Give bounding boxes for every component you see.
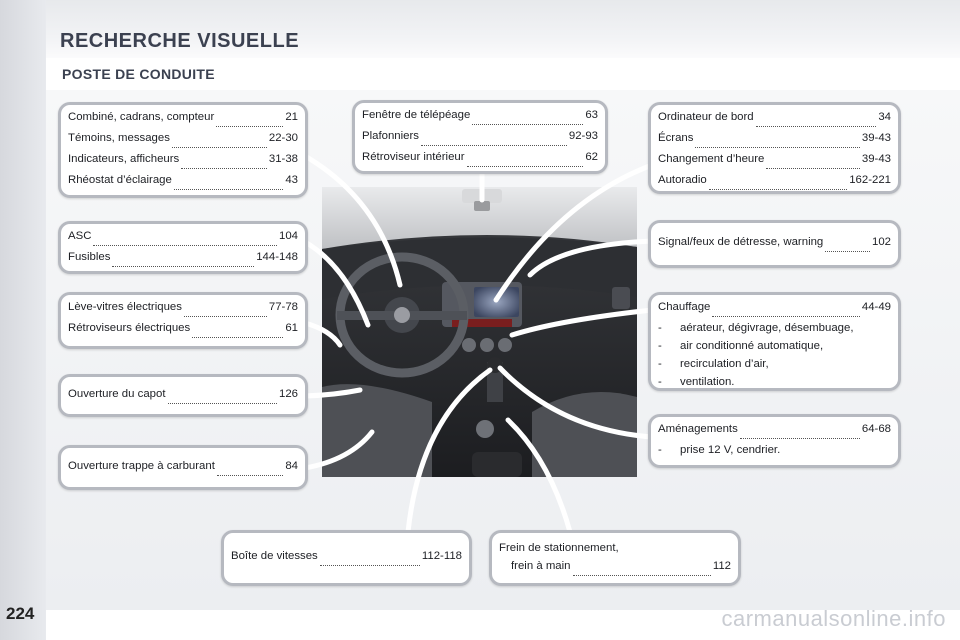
sub-item: - aérateur, dégivrage, désembuage,: [658, 322, 891, 340]
sub-item-text: air conditionné automatique,: [680, 340, 824, 352]
callout-frein: [489, 530, 741, 586]
callout-row: [658, 132, 891, 153]
leader-dots: [712, 315, 860, 317]
page-number: 224: [6, 604, 35, 623]
callout-row: [658, 423, 891, 444]
leader-dots: [766, 167, 859, 169]
callout-row: [68, 460, 298, 481]
callout-label: Écrans: [658, 132, 694, 144]
page-ref: 39-43: [861, 153, 891, 165]
callout-label: Fenêtre de télépéage: [362, 109, 471, 121]
page-ref: 162-221: [849, 174, 891, 186]
callout-label: Signal/feux de détresse, warning: [658, 236, 824, 248]
page-ref: 126: [278, 388, 298, 400]
callout-row: [231, 550, 462, 571]
sub-item-text: recirculation d’air,: [680, 358, 769, 370]
leader-line-asc: [305, 242, 368, 325]
callout-row: [68, 388, 298, 409]
callout-label: Boîte de vitesses: [231, 550, 318, 562]
callout-label: Rhéostat d’éclairage: [68, 174, 172, 186]
callout-label: Rétroviseurs électriques: [68, 322, 191, 334]
page-ref: 112-118: [421, 550, 462, 562]
callout-label: Ouverture trappe à carburant: [68, 460, 215, 472]
callout-label: Aménagements: [658, 423, 738, 435]
sub-item-text: ventilation.: [680, 376, 735, 388]
leader-dots: [192, 336, 283, 338]
page-ref: 34: [878, 111, 891, 123]
callout-row: [68, 322, 298, 343]
callout-label: Frein de stationnement,: [499, 542, 619, 554]
page-ref: 144-148: [256, 251, 298, 263]
callout-carburant: [58, 445, 308, 490]
leader-dots: [573, 574, 711, 576]
callout-label: Ouverture du capot: [68, 388, 166, 400]
page-ref: 43: [285, 174, 298, 186]
leader-dots: [320, 564, 420, 566]
page-ref: 64-68: [861, 423, 891, 435]
page-title: RECHERCHE VISUELLE: [60, 30, 300, 52]
page-ref: 31-38: [268, 153, 298, 165]
page-ref: 44-49: [861, 301, 891, 313]
page-ref: 61: [285, 322, 298, 334]
callout-row: [362, 151, 598, 172]
callout-ordinateur: [648, 102, 901, 194]
watermark: carmanualsonline.info: [721, 606, 946, 631]
callout-label: frein à main: [511, 560, 571, 572]
leader-dots: [181, 167, 267, 169]
callout-row: [68, 132, 298, 153]
page-ref: 104: [278, 230, 298, 242]
leader-dots: [172, 146, 267, 148]
callout-row: [499, 560, 731, 581]
leader-line-frein: [508, 420, 570, 532]
page-ref: 112: [712, 560, 731, 572]
page-ref: 92-93: [568, 130, 598, 142]
callout-row: [362, 109, 598, 130]
leader-dots: [421, 144, 567, 146]
leader-dots: [112, 265, 254, 267]
page-ref: 102: [871, 236, 891, 248]
callout-row: [68, 301, 298, 322]
page-ref: 22-30: [268, 132, 298, 144]
callout-row: [658, 111, 891, 132]
leader-dots: [184, 315, 267, 317]
sub-item-text: aérateur, dégivrage, désembuage,: [680, 322, 854, 334]
leader-line-amenagements: [500, 368, 652, 437]
section-title: POSTE DE CONDUITE: [62, 66, 215, 82]
leader-dots: [825, 250, 870, 252]
leader-dots: [216, 125, 283, 127]
callout-label: Chauffage: [658, 301, 711, 313]
callout-label: Lève-vitres électriques: [68, 301, 182, 313]
callout-label: Rétroviseur intérieur: [362, 151, 465, 163]
leader-dots: [709, 188, 847, 190]
leader-dots: [93, 244, 277, 246]
callout-row: [68, 230, 298, 251]
leader-line-ordinateur: [496, 165, 652, 300]
leader-line-leve-vitres: [305, 323, 340, 345]
callout-label: Indicateurs, afficheurs: [68, 153, 180, 165]
callout-row: [658, 153, 891, 174]
callout-combine: [58, 102, 308, 198]
callout-row: [658, 174, 891, 195]
callout-label: Autoradio: [658, 174, 707, 186]
callout-label: Plafonniers: [362, 130, 419, 142]
callout-leve-vitres: [58, 292, 308, 349]
leader-dots: [740, 437, 860, 439]
callout-row: [658, 236, 891, 257]
leader-line-signal: [530, 241, 652, 275]
sub-item-text: prise 12 V, cendrier.: [680, 444, 781, 456]
callout-asc: [58, 221, 308, 274]
callout-label: Témoins, messages: [68, 132, 170, 144]
callout-row: [68, 251, 298, 272]
page-ref: 62: [585, 151, 598, 163]
callout-row: [362, 130, 598, 151]
leader-dots: [217, 474, 283, 476]
callout-amenagements: [648, 414, 901, 468]
leader-dots: [174, 188, 283, 190]
leader-line-boite: [408, 370, 490, 532]
leader-line-capot: [305, 390, 360, 396]
leader-line-combine: [305, 156, 400, 285]
page-ref: 21: [285, 111, 298, 123]
callout-label: Fusibles: [68, 251, 111, 263]
leader-dots: [756, 125, 877, 127]
page-ref: 39-43: [861, 132, 891, 144]
leader-dots: [467, 165, 584, 167]
sub-item: - recirculation d’air,: [658, 358, 891, 376]
callout-row: [658, 301, 891, 322]
callout-boite: [221, 530, 472, 586]
callout-row: [68, 174, 298, 195]
leader-dots: [168, 402, 277, 404]
page-ref: 77-78: [268, 301, 298, 313]
callout-capot: [58, 374, 308, 417]
callout-row: [68, 111, 298, 132]
leader-dots: [472, 123, 583, 125]
callout-label: Combiné, cadrans, compteur: [68, 111, 215, 123]
page-ref: 84: [285, 460, 298, 472]
leader-line-chauffage: [512, 310, 652, 335]
sub-item: - ventilation.: [658, 376, 891, 394]
callout-label: Changement d’heure: [658, 153, 765, 165]
leader-line-carburant: [305, 432, 372, 468]
callout-signal: [648, 220, 901, 268]
sub-item: - prise 12 V, cendrier.: [658, 444, 891, 462]
page-ref: 63: [585, 109, 598, 121]
sub-item: - air conditionné automatique,: [658, 340, 891, 358]
callout-label: Ordinateur de bord: [658, 111, 754, 123]
callout-telepeage: [352, 100, 608, 174]
callout-label: ASC: [68, 230, 92, 242]
leader-dots: [695, 146, 859, 148]
callout-row: [68, 153, 298, 174]
callout-chauffage: [648, 292, 901, 391]
